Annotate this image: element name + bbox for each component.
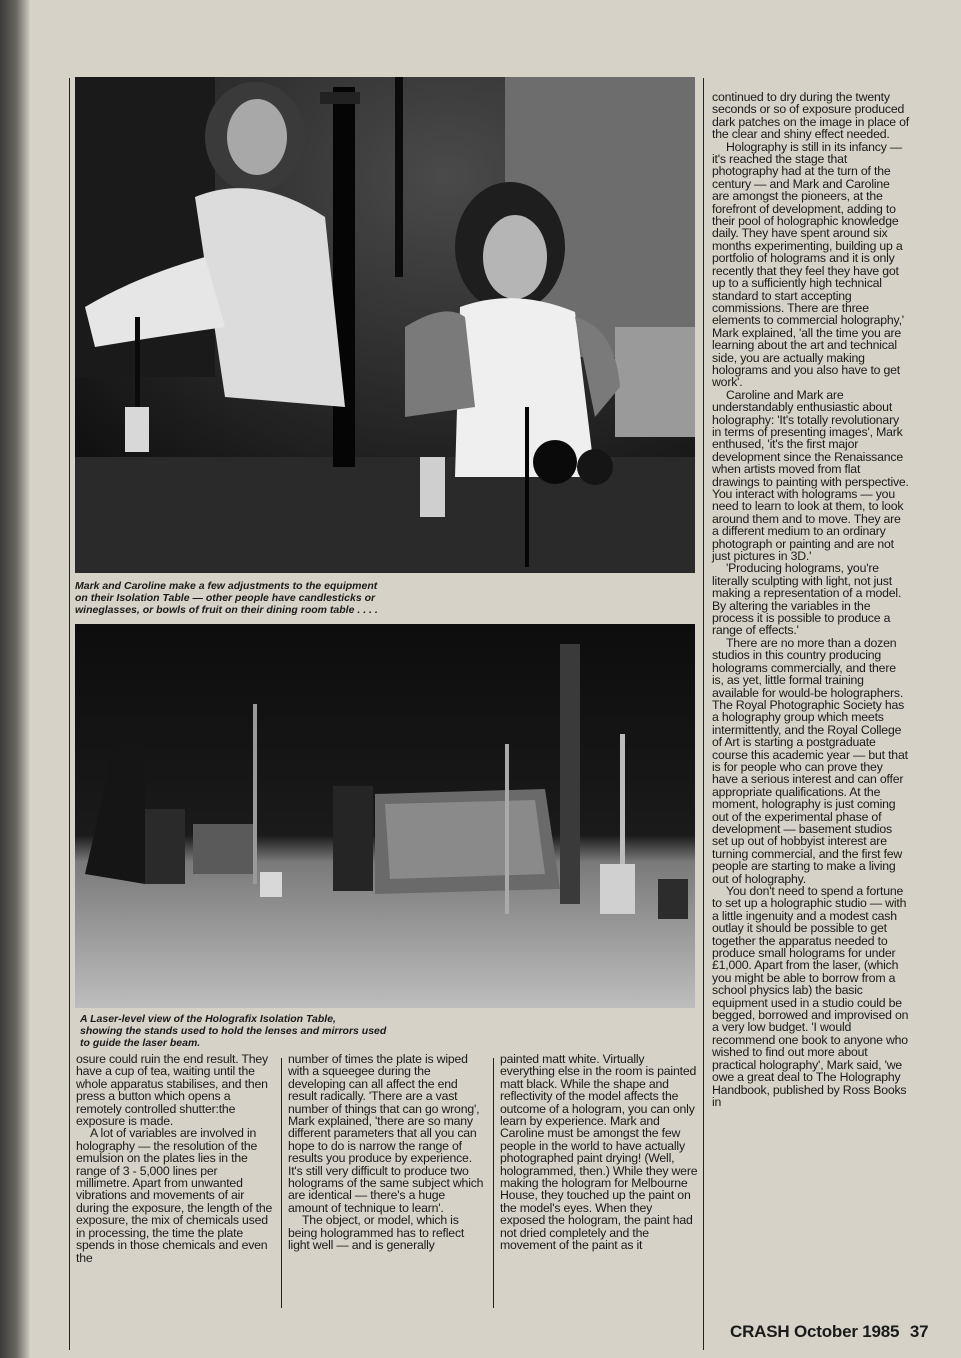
paragraph: continued to dry during the twenty seconds or so of exposure produced dark patches on the image in place of the clear and shiny effect needed. (712, 90, 909, 142)
paragraph: osure could ruin the end result. They have a cup of tea, waiting until the whole apparatus stabilises, and then press a button which opens a remotely controlled shutter:the exposure is made. (76, 1052, 268, 1129)
paragraph: 'Producing holograms, you're literally sculpting with light, not just making a representation of a model. By altering the variables in the process it is possible to produce a range of effects.' (712, 561, 902, 638)
article-right-column (712, 91, 910, 1108)
column-rule-left (69, 78, 70, 1350)
issue-date: October 1985 (793, 1322, 900, 1341)
photo-isolation-table (75, 624, 695, 1008)
paragraph: painted matt white. Virtually everything else in the room is painted matt black. While the shape and reflectivity of the model affects the outcome of a hologram, you can only learn by experience. Mark and Caroline must be amongst the few people in the world to have actually photographed paint drying! (Well, hologrammed, then.) While they were making the hologram for Melbourne House, they touched up the paint on the model's eyes. When they exposed the hologram, the paint had not dried completely and the movement of the paint as it (500, 1052, 698, 1253)
paragraph: There are no more than a dozen studios in this country producing holograms commercially, and there is, as yet, little formal training available for would-be holographers. The Royal Photographic Society has a holography group which meets intermittently, and the Royal College of Art is starting a postgraduate course this academic year — but that is for people who can prove they have a serious interest and can offer appropriate qualifications. At the moment, holography is just coming out of the experimental phase of development — basement studios set up out of hobbyist interest are turning commercial, and the first few people are starting to make a living out of holography. (712, 635, 908, 886)
column-rule-right (703, 78, 704, 1350)
paragraph: number of times the plate is wiped with a squeegee during the developing can all affect the end result radically. 'There are a vast number of things that can go wrong', Mark explained, 'there are so many different parameters that all you can hope to do is narrow the range of results you produce by experience. It's still very difficult to produce two holograms of the same subject which are identical — there's a huge amount of technique to learn'. (288, 1052, 484, 1215)
article-bottom-column-2 (288, 1053, 486, 1252)
page-binding-shadow (0, 0, 30, 1358)
page-number: 37 (909, 1322, 929, 1341)
article-bottom-column-3 (500, 1053, 698, 1252)
photo-1-caption: Mark and Caroline make a few adjustments to the equipment on their Isolation Table — other people have candlesticks or wineglasses, or bowls of fruit on their dining room table . . . . (75, 580, 378, 616)
paragraph: Caroline and Mark are understandably enthusiastic about holography: 'It's totally revolutionary in terms of presenting images', Mark enthused, 'it's the first major development since the Renaissance when artists moved from flat drawings to painting with perspective. You interact with holograms — you need to learn to look at them, to look around them and to move. They are a different medium to an ordinary photograph or painting and are not just pictures in 3D.' (712, 387, 909, 564)
column-rule-bottom-2 (493, 1058, 494, 1308)
article-bottom-column-1 (76, 1053, 274, 1264)
paragraph: Holography is still in its infancy — it's reached the stage that photography had at the turn of the century — and Mark and Caroline are amongst the pioneers, at the forefront of development, adding to their pool of holographic knowledge daily. They have spent around six months experimenting, building up a portfolio of holograms and it is only recently that they feel they have got up to a sufficiently high technical standard to start accepting commissions. There are three elements to commercial holography,' Mark explained, 'all the time you are learning about the art and technical side, you are actually making holograms and you also have to get work'. (712, 139, 904, 390)
paragraph: You don't need to spend a fortune to set up a holographic studio — with a little ingenuity and a modest cash outlay it should be possible to get together the apparatus needed to produce small holograms for under £1,000. Apart from the laser, (which you might be able to borrow from a school physics lab) the basic equipment used in a studio could be begged, borrowed and improvised on a very low budget. 'I would recommend one book to anyone who wished to find out more about practical holography', Mark said, 'we owe a great deal to The Holography Handbook, published by Ross Books in (712, 884, 909, 1109)
photo-2-caption: A Laser-level view of the Holografix Isolation Table, showing the stands used to hold the lenses and mirrors used to guide the laser beam. (80, 1013, 387, 1049)
magazine-name: CRASH (730, 1322, 790, 1341)
photo-isolation-table-image (75, 624, 695, 1008)
paragraph: A lot of variables are involved in holography — the resolution of the emulsion on the plates lies in the range of 3 - 5,000 lines per millimetre. Apart from unwanted vibrations and movements of air during the exposure, the length of the exposure, the mix of chemicals used in processing, the time the plate spends in those chemicals and even the (76, 1126, 273, 1265)
photo-mark-and-caroline (75, 77, 695, 573)
page-footer (730, 1322, 928, 1342)
photo-mark-and-caroline-image (75, 77, 695, 573)
column-rule-bottom-1 (281, 1058, 282, 1308)
paragraph: The object, or model, which is being hologrammed has to reflect light well — and is generally (288, 1213, 465, 1253)
